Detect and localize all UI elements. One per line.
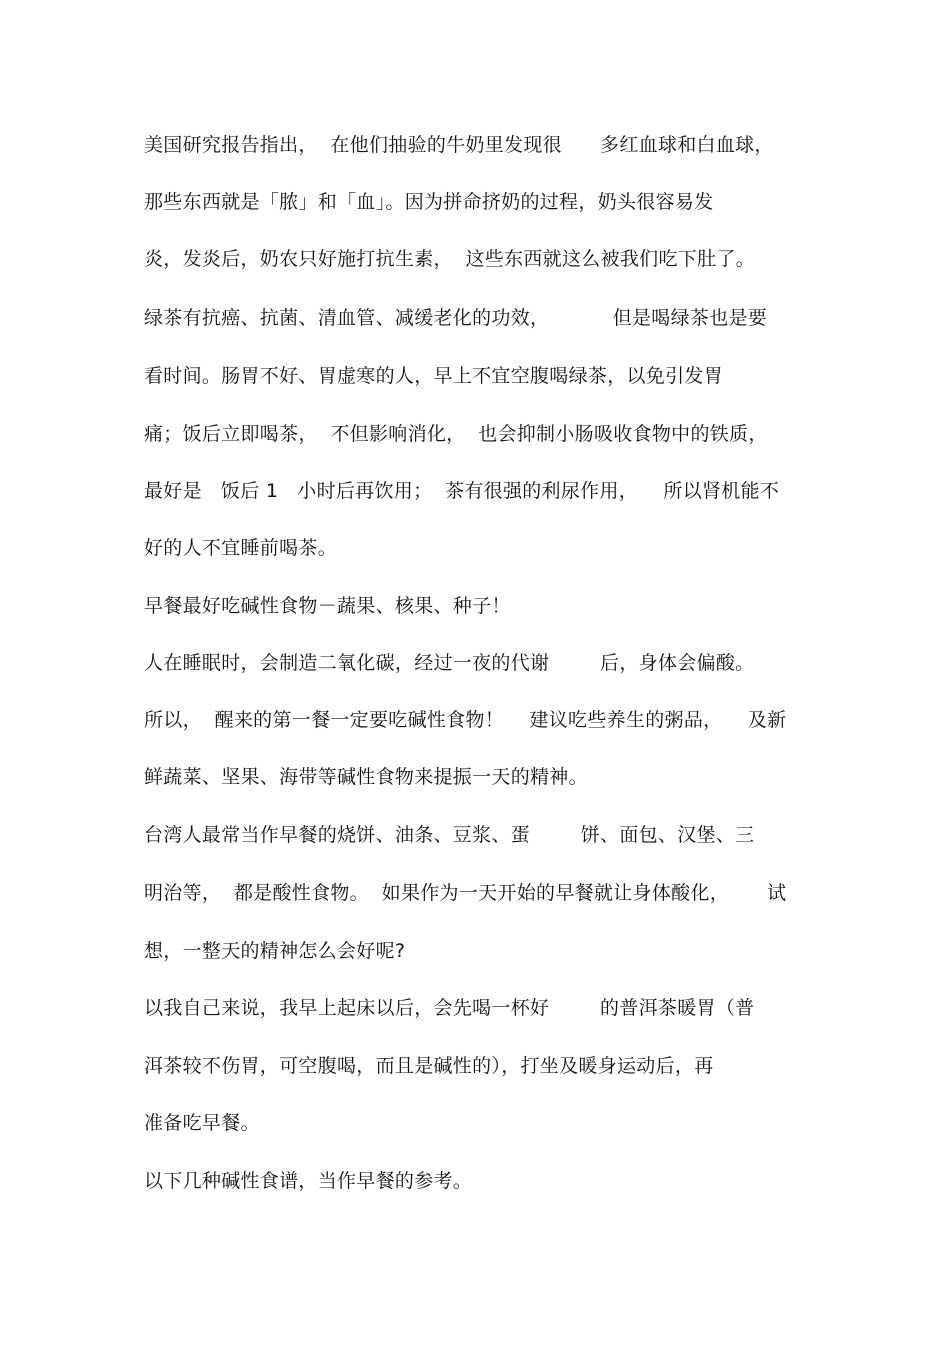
text-line: 痛；饭后立即喝茶， 不但影响消化， 也会抑制小肠吸收食物中的铁质， (144, 423, 768, 445)
text-line: 绿茶有抗癌、抗菌、清血管、减缓老化的功效， 但是喝绿茶也是要 (144, 307, 768, 329)
text-line: 人在睡眠时，会制造二氧化碳，经过一夜的代谢 后，身体会偏酸。 (144, 652, 755, 674)
text-line: 台湾人最常当作早餐的烧饼、油条、豆浆、蛋 饼、面包、汉堡、三 (144, 824, 755, 846)
text-line: 明治等， 都是酸性食物。 如果作为一天开始的早餐就让身体酸化， 试 (144, 882, 787, 904)
text-line: 以我自己来说，我早上起床以后，会先喝一杯好 的普洱茶暖胃（普 (144, 997, 755, 1019)
text-line: 看时间。肠胃不好、胃虚寒的人，早上不宜空腹喝绿茶，以免引发胃 (144, 365, 724, 387)
text-line: 好的人不宜睡前喝茶。 (144, 537, 338, 559)
text-line: 美国研究报告指出， 在他们抽验的牛奶里发现很 多红血球和白血球， (144, 134, 774, 156)
text-line: 鲜蔬菜、坚果、海带等碱性食物来提振一天的精神。 (144, 766, 588, 788)
text-line: 早餐最好吃碱性食物－蔬果、核果、种子！ (144, 595, 511, 617)
text-line: 想，一整天的精神怎么会好呢? (144, 940, 406, 962)
text-line: 准备吃早餐。 (144, 1112, 260, 1134)
text-line: 以下几种碱性食谱，当作早餐的参考。 (144, 1170, 473, 1192)
text-line: 洱茶较不伤胃，可空腹喝，而且是碱性的），打坐及暖身运动后，再 (144, 1055, 714, 1077)
text-line: 最好是 饭后 1 小时后再饮用； 茶有很强的利尿作用， 所以肾机能不 (144, 480, 780, 502)
text-line: 炎，发炎后，奶农只好施打抗生素， 这些东西就这么被我们吃下肚了。 (144, 248, 755, 270)
text-line: 那些东西就是「脓」和「血」。因为拼命挤奶的过程，奶头很容易发 (144, 191, 714, 213)
text-line: 所以， 醒来的第一餐一定要吃碱性食物！ 建议吃些养生的粥品， 及新 (144, 709, 787, 731)
